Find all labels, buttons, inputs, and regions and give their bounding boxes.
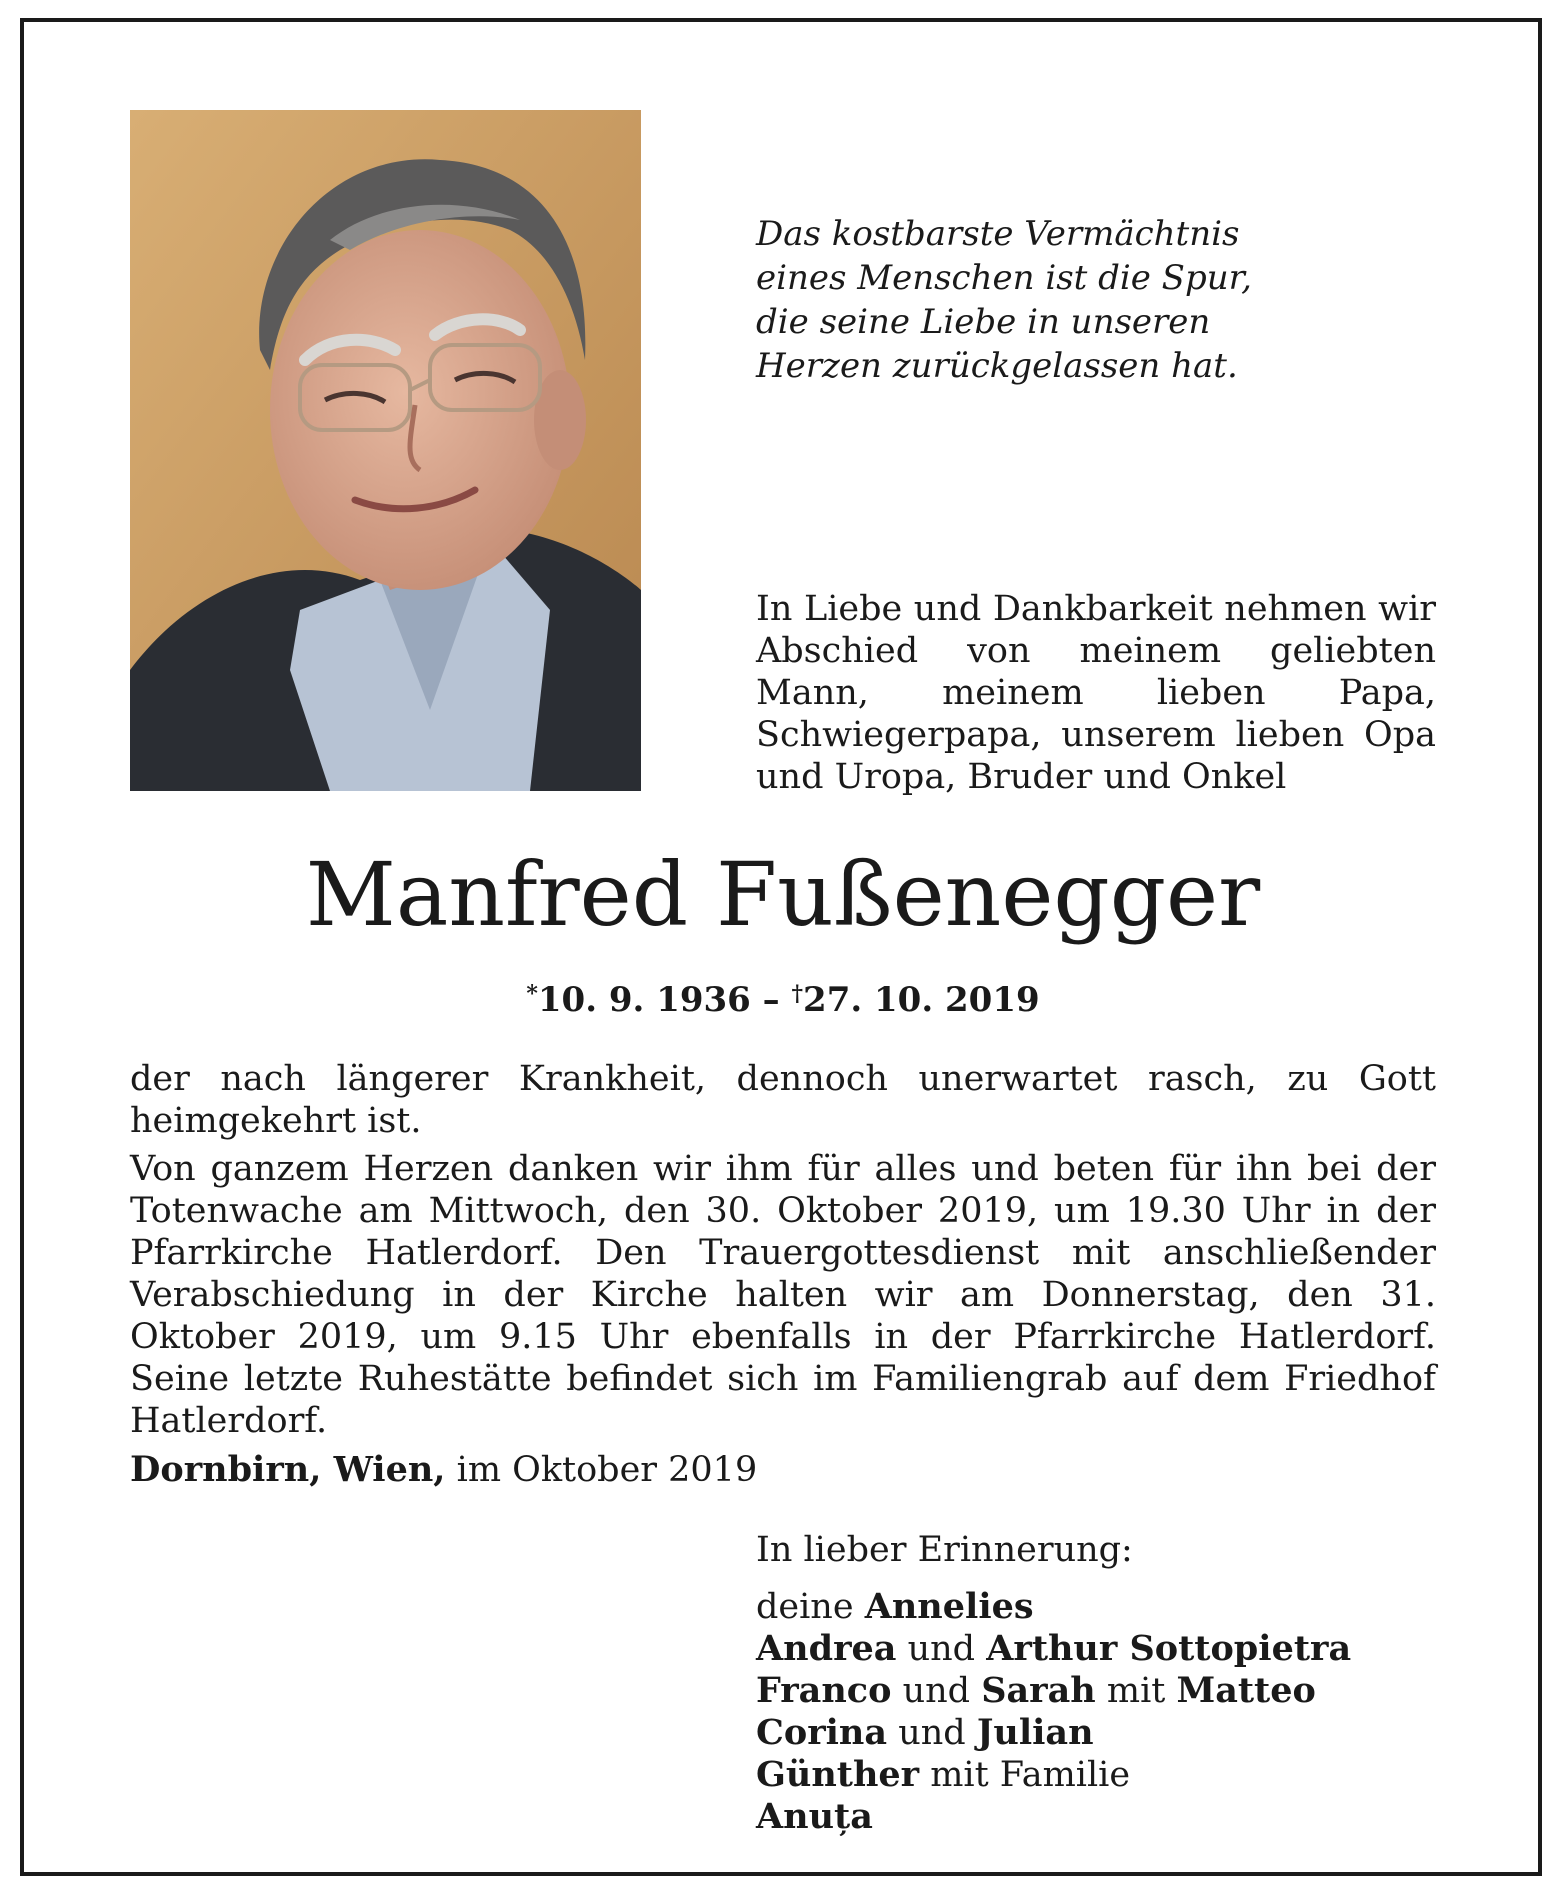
signers-list — [756, 1586, 1351, 1838]
birth-symbol: * — [526, 981, 538, 1007]
place-date: im Oktober 2019 — [445, 1450, 758, 1490]
quote-line: eines Menschen ist die Spur, — [756, 258, 1252, 298]
signer-name: Annelies — [864, 1586, 1034, 1627]
signer-line — [756, 1754, 1351, 1796]
quote-line: Das kostbarste Vermächtnis — [756, 214, 1240, 254]
signer-text: mit — [1095, 1671, 1177, 1711]
signer-name: Franco — [756, 1670, 892, 1711]
portrait-illustration — [130, 110, 641, 791]
memorial-quote — [756, 212, 1316, 388]
body-paragraph: der nach längerer Krankheit, dennoch unerwartet rasch, zu Gott heimgekehrt ist. — [130, 1059, 1436, 1141]
portrait-photo — [130, 110, 641, 791]
signer-line — [756, 1712, 1351, 1754]
signer-line — [756, 1796, 1351, 1838]
quote-line: die seine Liebe in unseren — [756, 302, 1211, 342]
life-dates — [130, 972, 1436, 1022]
signer-name: Anuța — [756, 1796, 873, 1837]
quote-line: Herzen zurückgelassen hat. — [756, 346, 1238, 386]
place-cities: Dornbirn, Wien, — [130, 1449, 446, 1490]
signer-name: Andrea — [756, 1628, 897, 1669]
birth-date: 10. 9. 1936 — [537, 980, 751, 1020]
signer-line — [756, 1586, 1351, 1628]
signer-text: und — [887, 1713, 977, 1753]
signer-name: Matteo — [1176, 1670, 1316, 1711]
death-date: 27. 10. 2019 — [803, 980, 1040, 1020]
signer-line — [756, 1670, 1351, 1712]
death-symbol: † — [791, 981, 804, 1007]
deceased-name: Manfred Fußenegger — [305, 843, 1261, 946]
intro-paragraph: In Liebe und Dankbarkeit nehmen wir Abschied von meinem geliebten Mann, meinem lieben Papa, Schwiegerpapa, unserem lieben Opa und Uropa, Bruder und Onkel — [756, 589, 1436, 797]
announcement-body — [130, 1058, 1436, 1448]
signer-text: und — [891, 1671, 982, 1711]
signer-line — [756, 1628, 1351, 1670]
date-separator: – — [750, 980, 792, 1020]
signer-text: deine — [756, 1587, 865, 1627]
signer-text: mit Familie — [919, 1755, 1131, 1795]
signer-name: Corina — [756, 1712, 888, 1753]
signer-name: Julian — [976, 1712, 1094, 1753]
place-and-date — [130, 1448, 757, 1492]
body-paragraph: Von ganzem Herzen danken wir ihm für alles und beten für ihn bei der Totenwache am Mittwoch, den 30. Oktober 2019, um 19.30 Uhr in der Pfarrkirche Hatlerdorf. Den Trauergottesdienst mit anschließender Verabschiedung in der Kirche halten wir am Donnerstag, den 31. Oktober 2019, um 9.15 Uhr ebenfalls in der Pfarrkirche Hatlerdorf. Seine letzte Ruhestätte befindet sich im Familiengrab auf dem Friedhof Hatlerdorf. — [130, 1149, 1436, 1441]
signer-name: Sarah — [981, 1670, 1096, 1711]
signer-text: und — [896, 1629, 987, 1669]
memory-heading: In lieber Erinnerung: — [756, 1530, 1133, 1570]
signer-name: Arthur Sottopietra — [986, 1628, 1352, 1669]
signer-name: Günther — [756, 1754, 920, 1795]
